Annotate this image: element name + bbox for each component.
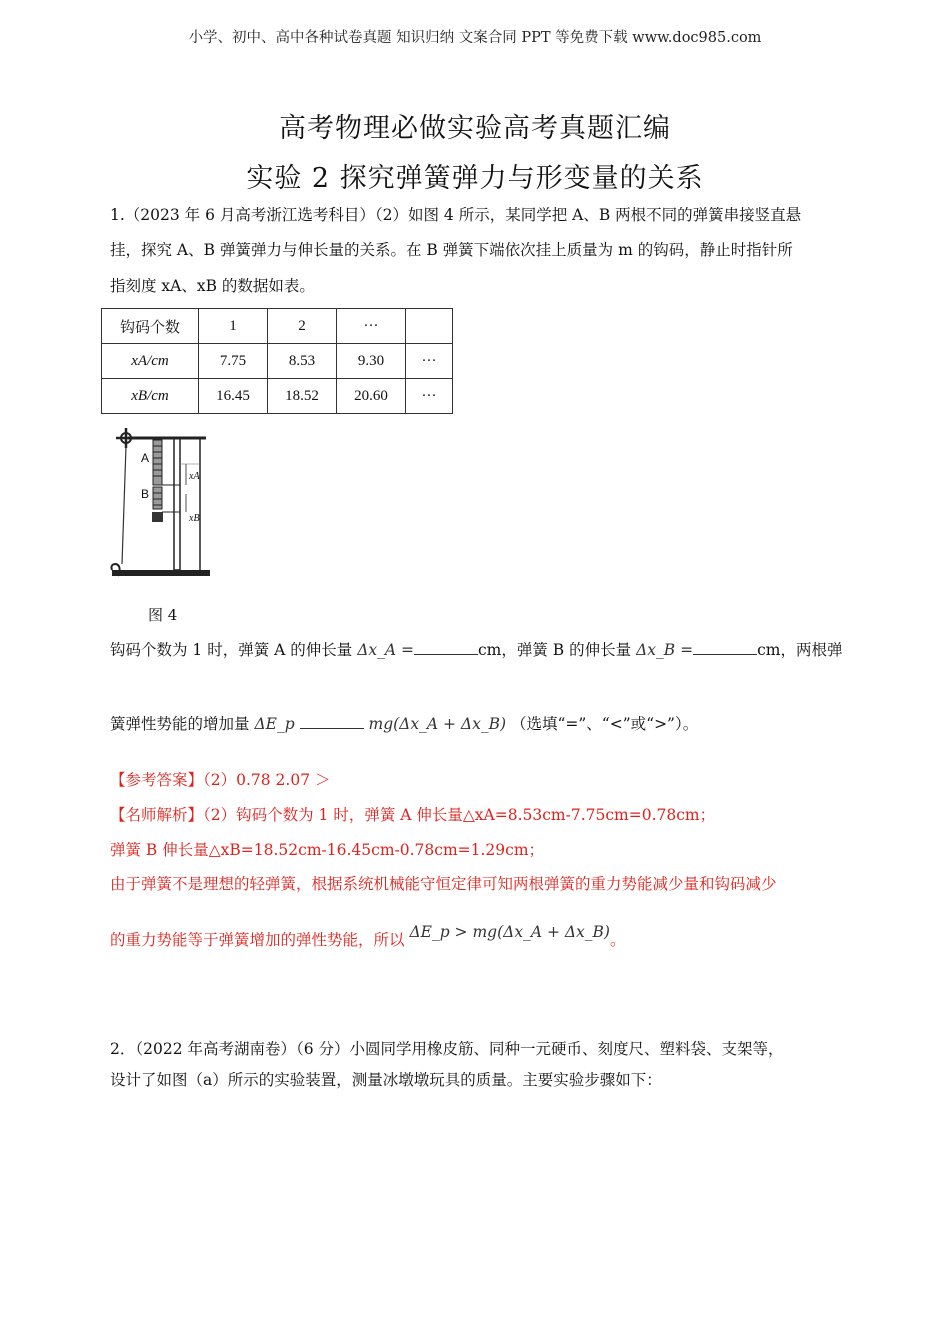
table-cell: xA/cm	[102, 344, 199, 379]
table-cell: 20.60	[337, 379, 406, 414]
page-subtitle: 实验 2 探究弹簧弹力与形变量的关系	[246, 163, 704, 194]
table-cell: ···	[406, 379, 453, 414]
table-cell: 1	[199, 309, 268, 344]
formula-delta-xa: Δx_A =	[357, 641, 414, 659]
formula-mg: mg(Δx_A + Δx_B)	[368, 715, 507, 733]
q2-line-1: 2．（2022 年高考湖南卷）（6 分）小圆同学用橡皮筋、同种一元硬币、刻度尺、塑料袋、支架等，	[110, 1040, 784, 1058]
table-row	[102, 344, 453, 379]
q1-fill-line-2	[110, 712, 698, 734]
analysis4-end: 。	[609, 931, 626, 949]
analysis-line-3: 由于弹簧不是理想的轻弹簧，根据系统机械能守恒定律可知两根弹簧的重力势能减少量和钩码减少	[110, 875, 777, 893]
table-cell: xB/cm	[102, 379, 199, 414]
q1-fill-line-1	[110, 638, 842, 660]
table-cell: ···	[337, 309, 406, 344]
table-cell: 钩码个数	[102, 309, 199, 344]
fill2-text-b: （选填“=”、“<”或“>”）。	[510, 715, 699, 733]
q2-line-2: 设计了如图（a）所示的实验装置，测量冰墩墩玩具的质量。主要实验步骤如下：	[110, 1071, 662, 1089]
analysis-line-4	[110, 923, 626, 950]
data-table	[101, 308, 453, 414]
table-cell: 7.75	[199, 344, 268, 379]
q1-line-1: 1.（2023 年 6 月高考浙江选考科目）（2）如图 4 所示，某同学把 A、B 两根不同的弹簧串接竖直悬	[110, 206, 802, 224]
table-cell: 8.53	[268, 344, 337, 379]
answer-blank-2[interactable]	[693, 640, 757, 655]
formula-delta-xb: Δx_B =	[636, 641, 694, 659]
analysis4-text: 的重力势能等于弹簧增加的弹性势能，所以	[110, 931, 405, 949]
spring-a-icon	[153, 440, 162, 485]
answer-blank-3[interactable]	[300, 714, 364, 729]
formula-conclusion: ΔE_p > mg(Δx_A + Δx_B)	[409, 923, 610, 941]
table-cell: 16.45	[199, 379, 268, 414]
table-cell	[406, 309, 453, 344]
analysis-line-2: 弹簧 B 伸长量△xB=18.52cm-16.45cm-0.78cm=1.29cm；	[110, 841, 545, 859]
label-b: B	[141, 487, 150, 501]
q1-line-2: 挂，探究 A、B 弹簧弹力与伸长量的关系。在 B 弹簧下端依次挂上质量为 m 的钩码，静止时指针所	[110, 241, 793, 259]
label-a: A	[141, 451, 150, 465]
table-cell: ···	[406, 344, 453, 379]
weight-icon	[152, 512, 163, 522]
table-cell: 9.30	[337, 344, 406, 379]
spring-apparatus-figure	[108, 424, 214, 582]
fill1-text-a: 钩码个数为 1 时，弹簧 A 的伸长量	[110, 641, 353, 659]
q1-line-3: 指刻度 xA、xB 的数据如表。	[110, 277, 315, 295]
page-header: 小学、初中、高中各种试卷真题 知识归纳 文案合同 PPT 等免费下载 www.doc985.com	[188, 30, 762, 46]
label-xa: xA	[189, 471, 200, 482]
formula-delta-ep: ΔE_p	[254, 715, 295, 733]
answer-line: 【参考答案】（2）0.78 2.07 ＞	[110, 771, 331, 789]
fill1-text-b: cm，弹簧 B 的伸长量	[478, 641, 632, 659]
table-cell: 2	[268, 309, 337, 344]
fill1-text-c: cm，两根弹	[757, 641, 843, 659]
table-header-row	[102, 309, 453, 344]
label-xb: xB	[189, 513, 200, 524]
fill2-text-a: 簧弹性势能的增加量	[110, 715, 250, 733]
table-cell: 18.52	[268, 379, 337, 414]
table-row	[102, 379, 453, 414]
analysis-line-1: 【名师解析】（2）钩码个数为 1 时，弹簧 A 伸长量△xA=8.53cm-7.75cm=0.78cm；	[110, 806, 716, 824]
page-title: 高考物理必做实验高考真题汇编	[279, 113, 671, 144]
spring-b-icon	[153, 487, 162, 509]
answer-blank-1[interactable]	[414, 640, 478, 655]
figure-caption: 图 4	[148, 606, 178, 624]
